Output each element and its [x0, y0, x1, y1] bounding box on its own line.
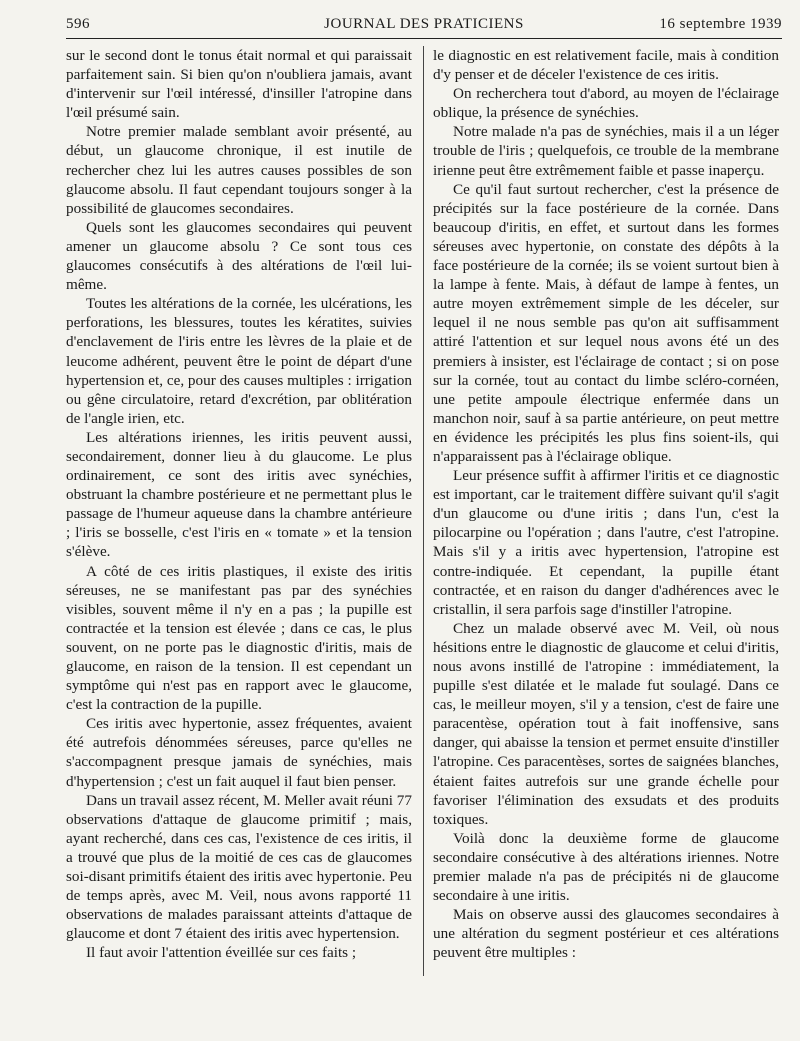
paragraph: Quels sont les glaucomes secondaires qui peuvent amener un glaucome absolu ? Ce sont tous ces glaucomes consécutifs à des altérations de l'œil lui-même. — [66, 218, 412, 294]
paragraph: Chez un malade observé avec M. Veil, où nous hésitions entre le diagnostic de glaucome et celui d'iritis, nous avons instillé de l'atropine : immédiatement, la pupille s'est dilatée et le malade fut soulagé. Dans ce cas, le meilleur moyen, s'il y a tension, c'est de faire une paracentèse, opération tout à fait inoffensive, sans danger, qui abaisse la tension et permet ensuite d'instiller l'atropine. Ces paracentèses, sortes de saignées blanches, étaient faites autrefois sur une grande échelle pour favoriser l'élimination des exsudats et des produits toxiques. — [433, 619, 779, 828]
paragraph: Il faut avoir l'attention éveillée sur ces faits ; — [86, 944, 357, 962]
journal-title: JOURNAL DES PRATICIENS — [324, 16, 524, 32]
paragraph: On recherchera tout d'abord, au moyen de l'éclairage oblique, la présence de synéchies. — [433, 85, 779, 122]
paragraph: Toutes les altérations de la cornée, les ulcérations, les perforations, les blessures, toutes les kératites, suivies d'enclavement de l'iris entre les lèvres de la plaie et de leucome adhérent, peuvent être le point de départ d'une hypertension et, ce, pour des causes multiples : irrigation ou gêne circulatoire, retard d'excrétion, par oblitération de l'angle irien, etc. — [66, 295, 412, 427]
paragraph: le diagnostic en est relativement facile, mais à condition d'y penser et de déceler l'existence de ces iritis. — [433, 47, 779, 84]
paragraph: A côté de ces iritis plastiques, il existe des iritis séreuses, ne se manifestant pas par des synéchies visibles, souvent même il n'y en a pas ; la pupille est contractée et la tension est élevée ; dans ce cas, le plus souvent, on ne porte pas le diagnostic d'iritis, mais de glaucome, en raison de la tension. Il est cependant un symptôme qui n'est pas en rapport avec le glaucome, c'est la contraction de la pupille. — [66, 562, 412, 714]
paragraph: sur le second dont le tonus était normal et qui paraissait parfaitement sain. Si bien qu'on n'oubliera jamais, avant d'intervenir sur l'œil intéressé, d'insiller l'atropine dans l'œil présumé sain. — [66, 47, 412, 122]
page-number: 596 — [66, 16, 90, 32]
column-divider — [423, 46, 424, 976]
paragraph: Leur présence suffit à affirmer l'iritis et ce diagnostic est important, car le traitement diffère suivant qu'il s'agit d'un glaucome ou d'une iritis ; dans l'un, c'est la pilocarpine ou l'opération ; dans l'autre, c'est l'atropine. Mais s'il y a iritis avec hypertension, l'atropine est contre-indiquée. Et cependant, la pupille étant contractée, et en raison du danger d'adhérences avec le cristallin, il sera parfois sage d'instiller l'atropine. — [433, 467, 779, 618]
paragraph: Dans un travail assez récent, M. Meller avait réuni 77 observations d'attaque de glaucome primitif ; mais, ayant recherché, dans ces cas, l'existence de ces iritis, il a trouvé que plus de la moitié de ces cas de glaucomes soi-disant primitifs étaient des iritis avec hypertonie. Peu de temps après, avec M. Veil, nous avons rapporté 11 observations de malades paraissant atteints d'attaque de glaucome et dont 7 étaient des iritis avec hypertension. — [66, 791, 412, 943]
paragraph: Ces iritis avec hypertonie, assez fréquentes, avaient été autrefois dénommées séreuses, parce qu'elles ne s'accompagnent presque jamais de synéchies, mais d'hypertension ; c'est un fait auquel il faut bien penser. — [66, 715, 412, 790]
right-column — [433, 46, 779, 963]
left-column — [66, 46, 412, 963]
issue-date: 16 septembre 1939 — [659, 16, 782, 32]
running-header — [66, 14, 782, 39]
paragraph: Ce qu'il faut surtout rechercher, c'est la présence de précipités sur la face postérieure de la cornée. Dans beaucoup d'iritis, en effet, et surtout dans les formes séreuses avec hypertonie, on constate des dépôts à la face postérieure de la cornée; ils se voient surtout bien à la lampe à fente. Mais, à défaut de lampe à fentes, un autre moyen extrêmement simple de les déceler, sur lequel il ne nous semble pas qu'on ait suffisamment attiré l'attention et sur lequel nous avons été un des premiers à insister, est l'éclairage de contact ; si on pose sur la cornée, tout au contact du limbe scléro-cornéen, une petite ampoule électrique enfermée dans un manchon noir, sauf à sa partie antérieure, on peut mettre en évidence les précipités les plus fins soient-ils, qui n'apparaissent pas à l'éclairage oblique. — [433, 180, 779, 465]
paragraph: Notre premier malade semblant avoir présenté, au début, un glaucome chronique, il est inutile de rechercher chez lui les autres causes possibles de son glaucome absolu. Il faut cependant toujours songer à la possibilité de glaucomes secondaires. — [66, 123, 412, 217]
paragraph: Voilà donc la deuxième forme de glaucome secondaire consécutive à des altérations iriennes. Notre premier malade n'a pas de précipités ni de glaucome secondaire à une iritis. — [433, 829, 779, 905]
paragraph: Les altérations iriennes, les iritis peuvent aussi, secondairement, donner lieu à du glaucome. Le plus ordinairement, ce sont des iritis avec synéchies, obstruant la chambre postérieure et ne permettant plus le passage de l'humeur aqueuse dans la chambre antérieure ; l'iris se bosselle, c'est l'iris en « tomate » et la tension s'élève. — [66, 428, 412, 561]
paragraph: Mais on observe aussi des glaucomes secondaires à une altération du segment postérieur et ces altérations peuvent être multiples : — [433, 906, 779, 962]
paragraph: Notre malade n'a pas de synéchies, mais il a un léger trouble de l'iris ; quelquefois, ce trouble de la membrane irienne peut être extrêmement faible et passe inaperçu. — [433, 123, 779, 179]
